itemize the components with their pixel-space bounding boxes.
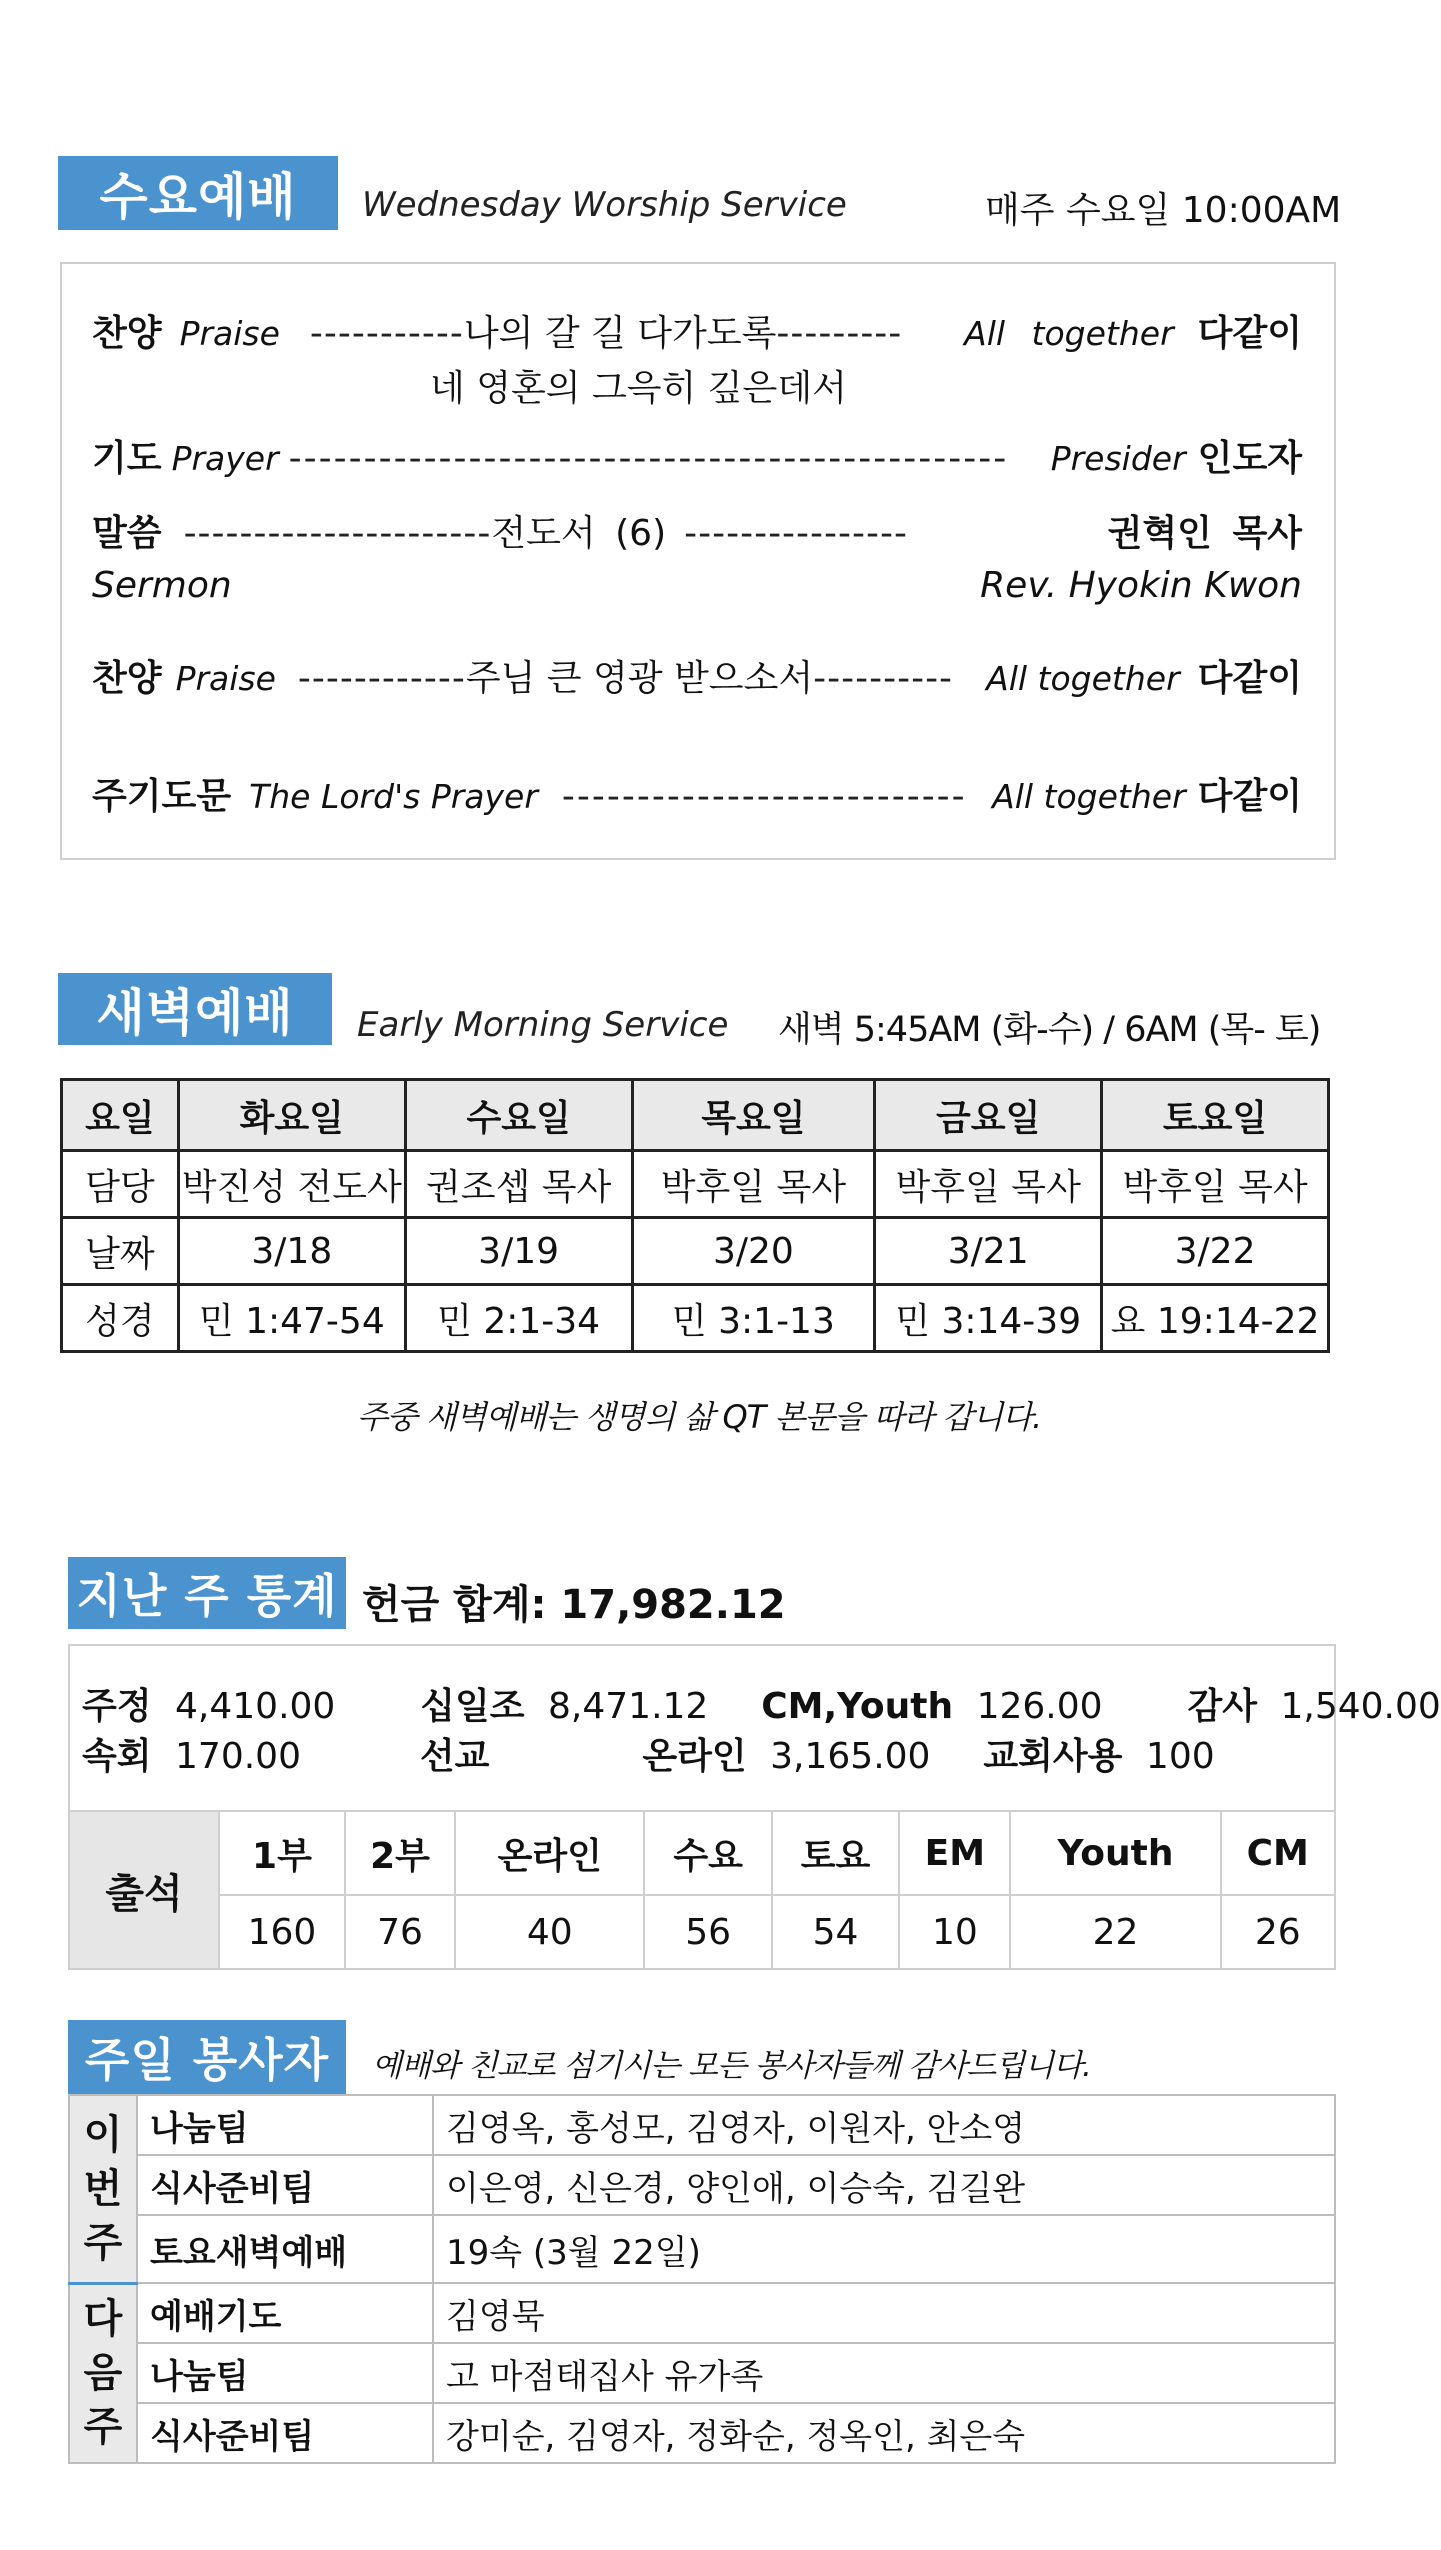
volunteer-names: 19속 (3월 22일) [433,2215,1335,2283]
stats-line-1 [82,1678,1441,1729]
table-row [69,2095,1335,2155]
table-cell: 76 [345,1895,455,1969]
lords-prayer-label: 주기도문 [92,776,232,817]
sermon-en-row [92,565,1302,606]
table-cell: 박후일 목사 [875,1151,1102,1218]
table-cell: 26 [1221,1895,1335,1969]
table-row [69,1811,1335,1895]
praise-who-en: All together [986,659,1180,698]
table-cell: 54 [772,1895,899,1969]
table-cell: 담당 [62,1151,179,1218]
stats-line-2 [82,1728,1215,1779]
attendance-table [68,1810,1336,1970]
table-cell: 날짜 [62,1218,179,1285]
stat-key: CM,Youth [761,1686,954,1727]
praise-row-1 [92,305,1302,356]
table-cell: 권조셉 목사 [405,1151,632,1218]
dash-leader: ----------- [309,313,464,354]
stat-value: 126.00 [976,1686,1103,1727]
wednesday-schedule: 매주 수요일 10:00AM [985,190,1342,231]
table-cell: 56 [644,1895,771,1969]
stat-value: 3,165.00 [770,1736,931,1777]
table-row [69,2343,1335,2403]
praise-song-2: 주님 큰 영광 받으소서 [465,658,814,699]
table-cell: 토요 [772,1811,899,1895]
stat-key: 선교 [419,1736,490,1777]
praise-song-1: 나의 갈 길 다가도록 [463,313,777,354]
dash-leader: ------------ [297,658,466,699]
volunteer-role: 토요새벽예배 [137,2215,433,2283]
table-row [62,1285,1329,1352]
table-cell: 3/21 [875,1218,1102,1285]
praise-who-en: All together [964,314,1174,353]
volunteers-table [68,2094,1336,2464]
lords-prayer-label-en: The Lord's Prayer [249,777,538,816]
volunteers-title: 주일 봉사자 [68,2020,346,2094]
sermon-preacher-en: Rev. Hyokin Kwon [980,565,1302,606]
sermon-row [92,505,1302,556]
stat-value: 100 [1145,1736,1215,1777]
stat-key: 온라인 [642,1736,747,1777]
stat-value: 8,471.12 [548,1686,709,1727]
dawn-note: 주중 새벽예배는 생명의 삶 QT 본문을 따라 갑니다. [356,1398,1042,1436]
table-row [69,2403,1335,2463]
table-cell: 박진성 전도사 [178,1151,405,1218]
stat-key: 교회사용 [983,1736,1123,1777]
table-cell: 160 [219,1895,345,1969]
volunteer-names: 강미순, 김영자, 정화순, 정옥인, 최은숙 [433,2403,1335,2463]
dash-leader: ---------- [813,658,954,699]
prayer-who-ko: 인도자 [1197,438,1302,479]
table-cell: 목요일 [632,1080,875,1151]
stat-value: 170.00 [175,1736,301,1777]
table-cell: CM [1221,1811,1335,1895]
this-week-label [69,2095,137,2283]
table-cell: 40 [455,1895,644,1969]
stat-key: 주정 [82,1686,152,1727]
volunteer-names: 김영옥, 홍성모, 김영자, 이원자, 안소영 [433,2095,1335,2155]
table-cell: 온라인 [455,1811,644,1895]
table-cell: EM [899,1811,1010,1895]
table-cell: 요 19:14-22 [1102,1285,1329,1352]
volunteer-role: 식사준비팀 [137,2403,433,2463]
sermon-preacher: 권혁인 목사 [1107,513,1302,554]
dawn-subtitle: Early Morning Service [357,1005,729,1045]
table-cell: 2부 [345,1811,455,1895]
lords-who-en: All together [992,777,1186,816]
praise-label-en: Praise [179,314,280,353]
volunteer-names: 고 마점태집사 유가족 [433,2343,1335,2403]
sermon-label-en: Sermon [92,565,232,606]
table-cell: 민 2:1-34 [405,1285,632,1352]
table-cell: 3/18 [178,1218,405,1285]
table-cell: 3/20 [632,1218,875,1285]
volunteer-role: 예배기도 [137,2283,433,2343]
table-row [62,1151,1329,1218]
table-cell: 수요일 [405,1080,632,1151]
table-cell: 성경 [62,1285,179,1352]
table-cell: 민 3:14-39 [875,1285,1102,1352]
table-row [69,2283,1335,2343]
next-week-label [69,2283,137,2463]
table-cell: 토요일 [1102,1080,1329,1151]
praise-label: 찬양 [92,658,162,699]
prayer-label: 기도 [92,438,162,479]
volunteer-names: 김영묵 [433,2283,1335,2343]
prayer-who-en: Presider [1050,439,1186,478]
volunteer-role: 나눔팀 [137,2343,433,2403]
stat-value: 1,540.00 [1280,1686,1441,1727]
table-cell: 민 1:47-54 [178,1285,405,1352]
prayer-label-en: Prayer [171,439,279,478]
lords-prayer-row [92,768,1302,819]
dash-leader: ------------------------------------------------ [288,438,1009,479]
stat-key: 감사 [1187,1686,1258,1727]
table-cell: 3/22 [1102,1218,1329,1285]
praise-label-en: Praise [175,659,276,698]
praise-label: 찬양 [92,313,162,354]
table-cell: 박후일 목사 [632,1151,875,1218]
stat-key: 십일조 [420,1686,525,1727]
stat-key: 속회 [82,1736,152,1777]
dash-leader: ---------------------- [183,513,492,554]
dash-leader: --------- [776,313,903,354]
praise-row-2 [92,650,1302,701]
group-label-text: 이번주 [83,2111,123,2266]
attendance-label: 출석 [69,1811,219,1969]
table-row [62,1080,1329,1151]
table-cell: 박후일 목사 [1102,1151,1329,1218]
praise-song-1-line2: 네 영혼의 그윽히 깊은데서 [430,368,847,409]
volunteer-names: 이은영, 신은경, 양인애, 이승숙, 김길완 [433,2155,1335,2215]
dash-leader: --------------------------- [561,776,967,817]
table-cell: 화요일 [178,1080,405,1151]
table-cell: 10 [899,1895,1010,1969]
prayer-row [92,430,1302,481]
volunteer-role: 나눔팀 [137,2095,433,2155]
table-cell: 금요일 [875,1080,1102,1151]
table-cell: 수요 [644,1811,771,1895]
sermon-label: 말씀 [92,513,162,554]
stat-value: 4,410.00 [175,1686,336,1727]
wednesday-subtitle: Wednesday Worship Service [362,185,847,225]
table-cell: 민 3:1-13 [632,1285,875,1352]
lords-who-ko: 다같이 [1197,776,1302,817]
table-cell: 22 [1010,1895,1220,1969]
praise-who-ko: 다같이 [1197,658,1302,699]
sermon-text: 전도서 (6) [491,513,667,554]
table-row [69,2215,1335,2283]
volunteers-note: 예배와 친교로 섬기시는 모든 봉사자들께 감사드립니다. [372,2048,1091,2084]
table-cell: 3/19 [405,1218,632,1285]
stats-title: 지난 주 통계 [68,1557,346,1629]
praise-who-ko: 다같이 [1197,313,1302,354]
group-label-text: 다음주 [83,2296,123,2451]
table-row [69,1895,1335,1969]
dash-leader: ---------------- [684,513,908,554]
table-cell: 요일 [62,1080,179,1151]
dawn-title: 새벽예배 [58,973,332,1045]
wednesday-title: 수요예배 [58,156,338,230]
dawn-schedule-table [60,1078,1330,1353]
table-cell: Youth [1010,1811,1220,1895]
table-row [62,1218,1329,1285]
table-cell: 1부 [219,1811,345,1895]
dawn-schedule: 새벽 5:45AM (화-수) / 6AM (목- 토) [778,1010,1321,1050]
offering-total: 헌금 합계: 17,982.12 [362,1582,786,1628]
table-row [69,2155,1335,2215]
volunteer-role: 식사준비팀 [137,2155,433,2215]
